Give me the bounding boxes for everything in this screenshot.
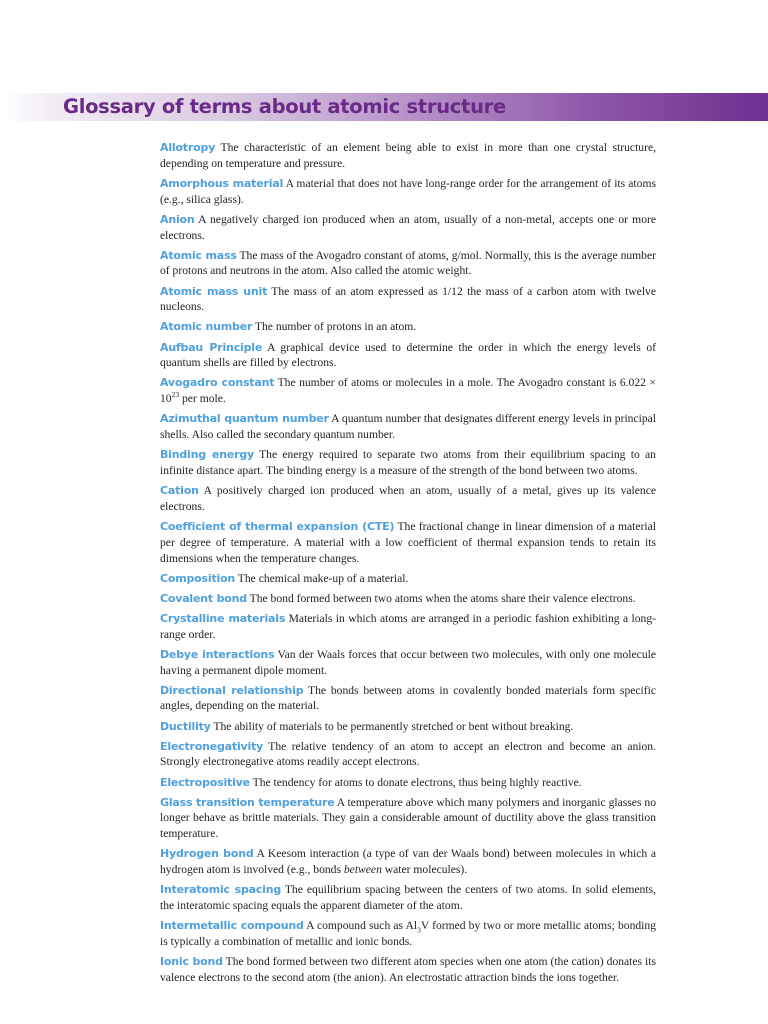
glossary-term: Avogadro constant xyxy=(160,376,275,390)
glossary-entry xyxy=(160,683,656,715)
glossary-term: Composition xyxy=(160,571,236,585)
glossary-term: Ductility xyxy=(160,719,211,733)
glossary-definition: The bond formed between two atoms when the atoms share their valence electrons. xyxy=(249,591,636,605)
glossary-term: Binding energy xyxy=(160,448,254,462)
glossary-term: Interatomic spacing xyxy=(160,883,282,897)
glossary-term: Electropositive xyxy=(160,775,250,789)
glossary-term: Covalent bond xyxy=(160,591,247,605)
glossary-definition: A negatively charged ion produced when an atom, usually of a non-metal, accepts one or more electrons. xyxy=(160,212,657,242)
title-bar xyxy=(0,93,768,121)
glossary-entry xyxy=(160,519,656,566)
glossary-term: Atomic mass xyxy=(160,248,237,262)
glossary-definition: The mass of the Avogadro constant of atoms, g/mol. Normally, this is the average number of protons and neutrons in the atom. Also called the atomic weight. xyxy=(160,248,656,278)
glossary-entry xyxy=(160,375,656,407)
glossary-definition: A graphical device used to determine the order in which the energy levels of quantum shells are filled by electrons. xyxy=(160,340,657,370)
glossary-entry xyxy=(160,739,656,771)
glossary-term: Atomic mass unit xyxy=(160,284,268,298)
glossary-definition: The characteristic of an element being able to exist in more than one crystal structure, depending on temperature and pressure. xyxy=(160,141,656,170)
page-title: Glossary of terms about atomic structure xyxy=(63,95,506,118)
glossary-term: Intermetallic compound xyxy=(160,919,304,933)
glossary-definition: The bond formed between two different atom species when one atom (the cation) donates its valence electrons to the second atom (the anion). An electrostatic attraction binds the ions together. xyxy=(160,954,656,984)
glossary-term: Crystalline materials xyxy=(160,611,286,625)
glossary-definition: A material that does not have long-range order for the arrangement of its atoms (e.g., silica glass). xyxy=(160,176,656,206)
glossary-definition: The mass of an atom expressed as 1/12 the mass of a carbon atom with twelve nucleons. xyxy=(160,284,656,314)
glossary-definition: The fractional change in linear dimension of a material per degree of temperature. A material with a low coefficient of thermal expansion tends to retain its dimensions when the temperature changes. xyxy=(160,520,656,565)
glossary-definition: The relative tendency of an atom to accept an electron and become an anion. Strongly electronegative atoms readily accept electrons. xyxy=(160,739,656,769)
emphasis: between xyxy=(343,863,382,877)
glossary-list xyxy=(160,140,656,990)
glossary-term: Anion xyxy=(160,212,195,226)
glossary-term: Glass transition temperature xyxy=(160,795,335,809)
glossary-entry xyxy=(160,795,656,842)
glossary-term: Aufbau Principle xyxy=(160,340,263,354)
glossary-entry xyxy=(160,647,656,679)
glossary-term: Atomic number xyxy=(160,320,253,334)
glossary-entry xyxy=(160,447,656,479)
glossary-term: Directional relationship xyxy=(160,683,304,697)
glossary-entry xyxy=(160,918,656,950)
glossary-definition: The ability of materials to be permanently stretched or bent without breaking. xyxy=(213,719,574,733)
glossary-entry xyxy=(160,719,656,735)
glossary-entry xyxy=(160,411,656,443)
glossary-entry xyxy=(160,571,656,587)
glossary-definition: The tendency for atoms to donate electrons, thus being highly reactive. xyxy=(252,775,582,789)
glossary-entry xyxy=(160,954,656,986)
glossary-definition: The energy required to separate two atoms from their equilibrium spacing to an infinite distance apart. The binding energy is a measure of the strength of the bond between two atoms. xyxy=(160,448,656,478)
glossary-entry xyxy=(160,611,656,643)
glossary-entry xyxy=(160,340,656,372)
glossary-definition: Van der Waals forces that occur between two molecules, with only one molecule having a permanent dipole moment. xyxy=(160,647,656,677)
glossary-entry xyxy=(160,140,656,172)
definition-text: The number of atoms or molecules in a mole. The Avogadro constant is 6.022 × 10 xyxy=(160,376,656,406)
glossary-definition: The bonds between atoms in covalently bonded materials form specific angles, depending on the material. xyxy=(160,683,656,713)
glossary-definition: The equilibrium spacing between the centers of two atoms. In solid elements, the interatomic spacing equals the apparent diameter of the atom. xyxy=(160,883,656,912)
glossary-definition: A temperature above which many polymers and inorganic glasses no longer behave as brittle materials. They gain a considerable amount of ductility above the glass transition temperature. xyxy=(160,795,656,841)
glossary-term: Cation xyxy=(160,484,199,498)
definition-text: A Keesom interaction (a type of van der Waals bond) between molecules in which a hydrogen atom is involved (e.g., bonds xyxy=(160,847,657,877)
glossary-entry xyxy=(160,775,656,791)
glossary-definition: A positively charged ion produced when an atom, usually of a metal, gives up its valence electrons. xyxy=(160,484,657,513)
glossary-entry xyxy=(160,176,656,208)
glossary-definition: The chemical make-up of a material. xyxy=(237,571,409,585)
glossary-entry xyxy=(160,284,656,316)
glossary-entry xyxy=(160,483,656,515)
glossary-definition: The number of protons in an atom. xyxy=(254,320,417,334)
glossary-entry xyxy=(160,882,656,914)
glossary-entry xyxy=(160,212,656,244)
glossary-entry xyxy=(160,248,656,280)
glossary-definition: A quantum number that designates different energy levels in principal shells. Also called the secondary quantum number. xyxy=(160,412,657,442)
glossary-term: Electronegativity xyxy=(160,739,264,753)
definition-text: A compound such as Al xyxy=(306,919,418,933)
glossary-term: Coefficient of thermal expansion (CTE) xyxy=(160,520,395,533)
glossary-term: Debye interactions xyxy=(160,647,275,661)
glossary-term: Amorphous material xyxy=(160,176,284,190)
definition-text: V formed by two or more metallic atoms; bonding is typically a combination of metallic and ionic bonds. xyxy=(160,919,656,948)
glossary-term: Ionic bond xyxy=(160,954,223,968)
glossary-entry xyxy=(160,846,656,878)
glossary-entry xyxy=(160,319,656,335)
definition-text: water molecules). xyxy=(381,863,468,877)
subscript: 3 xyxy=(417,925,421,935)
glossary-term: Hydrogen bond xyxy=(160,847,254,861)
superscript: 23 xyxy=(171,390,180,400)
glossary-term: Allotropy xyxy=(160,141,216,154)
glossary-term: Azimuthal quantum number xyxy=(160,412,329,426)
glossary-entry xyxy=(160,591,656,607)
glossary-definition: Materials in which atoms are arranged in a periodic fashion exhibiting a long-range order. xyxy=(160,611,656,641)
definition-text: per mole. xyxy=(179,392,226,406)
